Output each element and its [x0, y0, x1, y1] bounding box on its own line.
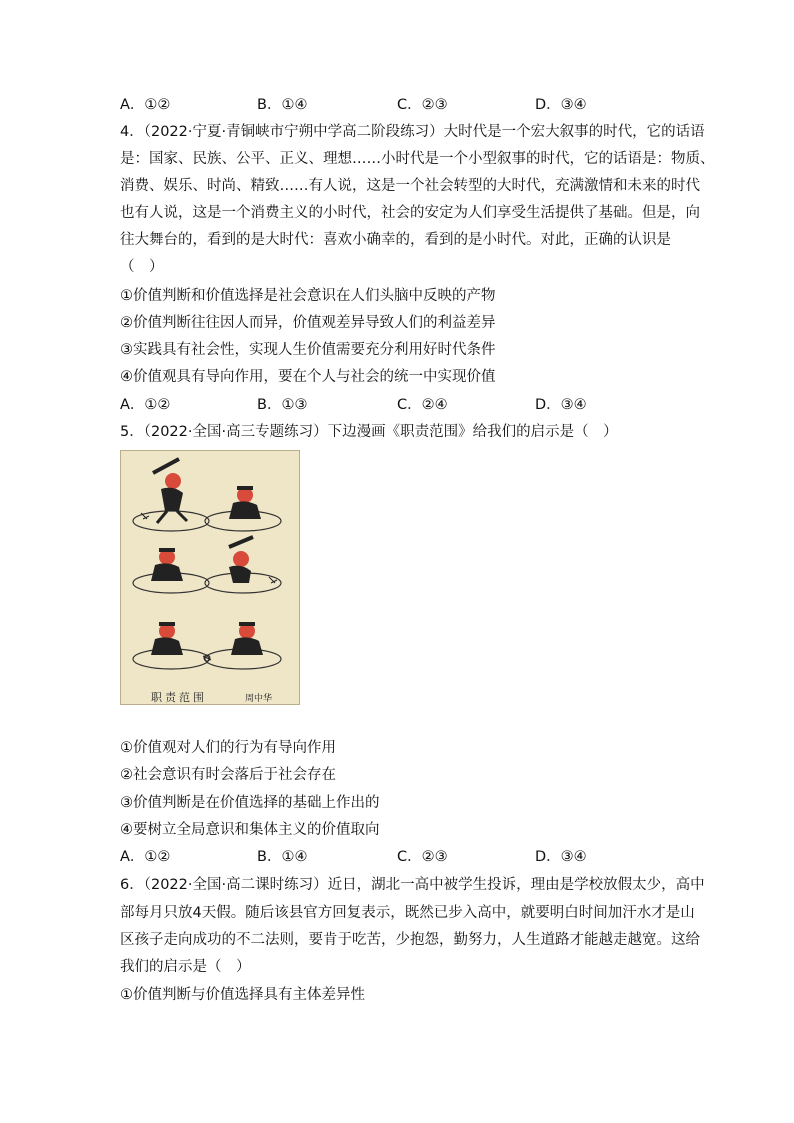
- cartoon-image: [120, 450, 300, 705]
- q4-line-1: 4．（2022·宁夏·青铜峡市宁朔中学高二阶段练习）大时代是一个宏大叙事的时代，它的话语: [120, 124, 705, 140]
- q5-option-d: D．③④: [535, 849, 587, 865]
- q6-line-4: 我们的启示是（ ）: [120, 959, 251, 975]
- q6-line-3: 区孩子走向成功的不二法则，要肯于吃苦，少抱怨，勤努力，人生道路才能越走越宽。这给: [120, 932, 700, 948]
- q6-line-2: 部每月只放4天假。随后该县官方回复表示，既然已步入高中，就要明白时间加汗水才是山: [120, 905, 695, 921]
- q5-statement-2: ②社会意识有时会落后于社会存在: [120, 767, 336, 783]
- q4-line-2: 是：国家、民族、公平、正义、理想……小时代是一个小型叙事的时代，它的话语是：物质、: [120, 151, 715, 167]
- q5-statement-3: ③价值判断是在价值选择的基础上作出的: [120, 795, 380, 811]
- cartoon-title: 职责范围: [151, 691, 207, 704]
- q4-line-6: （ ）: [120, 259, 164, 275]
- q5-statement-4: ④要树立全局意识和集体主义的价值取向: [120, 822, 380, 838]
- q4-option-d: D．③④: [535, 397, 587, 413]
- q3-option-d: D．③④: [535, 97, 587, 113]
- q4-option-b: B．①③: [257, 397, 308, 413]
- q5-options: [120, 847, 680, 867]
- q4-statement-3: ③实践具有社会性，实现人生价值需要充分利用好时代条件: [120, 342, 496, 358]
- q4-statement-4: ④价值观具有导向作用，要在个人与社会的统一中实现价值: [120, 369, 496, 385]
- q5-statement-1: ①价值观对人们的行为有导向作用: [120, 740, 336, 756]
- q3-option-a: A．①②: [120, 97, 171, 113]
- cartoon-illustration: [121, 451, 299, 704]
- q3-option-b: B．①④: [257, 97, 308, 113]
- q4-options: [120, 395, 680, 415]
- q5-option-c: C．②③: [397, 849, 448, 865]
- q4-option-a: A．①②: [120, 397, 171, 413]
- q4-statement-2: ②价值判断往往因人而异，价值观差异导致人们的利益差异: [120, 315, 496, 331]
- q4-option-c: C．②④: [397, 397, 448, 413]
- q4-line-5: 往大舞台的，看到的是大时代：喜欢小确幸的，看到的是小时代。对此，正确的认识是: [120, 232, 671, 248]
- q4-line-4: 也有人说，这是一个消费主义的小时代，社会的安定为人们享受生活提供了基础。但是，向: [120, 205, 700, 221]
- cartoon-author: 周中华: [245, 694, 273, 704]
- q6-line-1: 6．（2022·全国·高二课时练习）近日，湖北一高中被学生投诉，理由是学校放假太少，高中: [120, 877, 705, 893]
- q4-statement-1: ①价值判断和价值选择是社会意识在人们头脑中反映的产物: [120, 288, 496, 304]
- q4-line-3: 消费、娱乐、时尚、精致……有人说，这是一个社会转型的大时代，充满激情和未来的时代: [120, 178, 700, 194]
- q3-option-c: C．②③: [397, 97, 448, 113]
- q5-option-b: B．①④: [257, 849, 308, 865]
- q6-statement-1: ①价值判断与价值选择具有主体差异性: [120, 987, 365, 1003]
- q3-options: [120, 95, 680, 115]
- q5-line-1: 5．（2022·全国·高三专题练习）下边漫画《职责范围》给我们的启示是（ ）: [120, 424, 618, 440]
- q5-option-a: A．①②: [120, 849, 171, 865]
